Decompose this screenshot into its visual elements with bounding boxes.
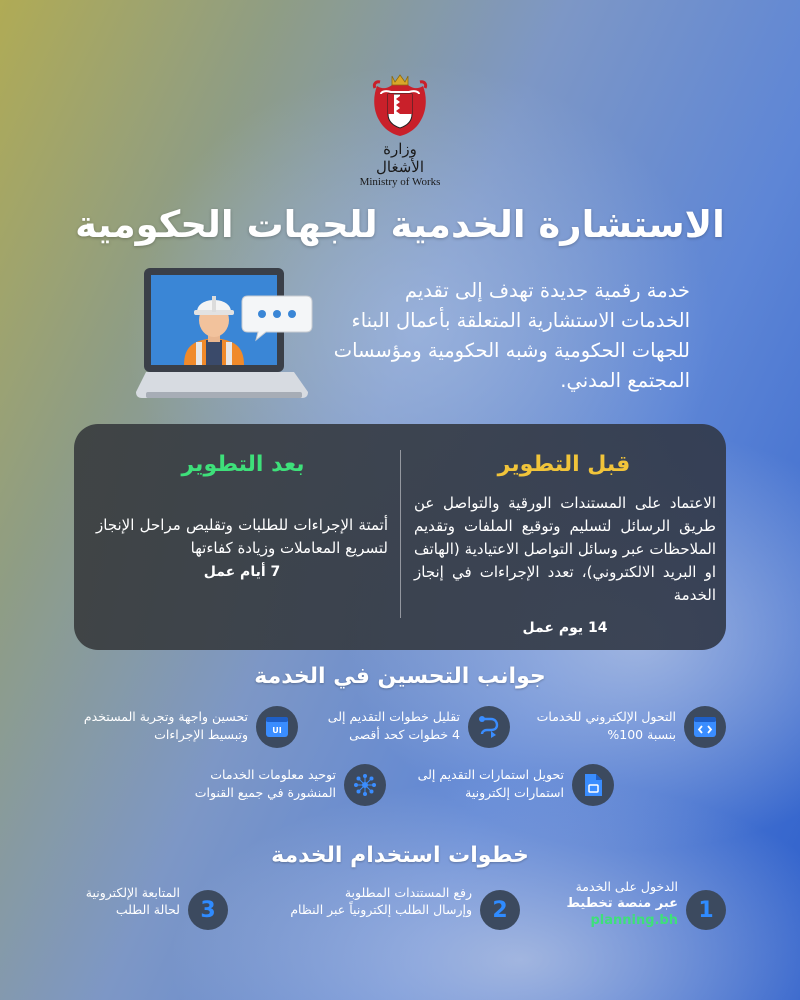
step-number: 2	[480, 890, 520, 930]
step-item	[74, 878, 228, 938]
improvement-item	[180, 764, 386, 810]
before-title: قبل التطوير	[497, 452, 631, 477]
step-line2: وإرسال الطلب إلكترونياً عبر النظام	[290, 902, 472, 917]
process-flow-icon	[468, 706, 510, 748]
improvement-line2: 4 خطوات كحد أقصى	[349, 727, 460, 742]
code-window-icon	[684, 706, 726, 748]
after-description: أتمتة الإجراءات للطلبات وتقليص مراحل الإنجاز لتسريع المعاملات وزيادة كفاءتها	[96, 516, 388, 557]
document-icon	[572, 764, 614, 806]
steps-title: خطوات استخدام الخدمة	[271, 843, 529, 868]
ministry-name-english: Ministry of Works	[359, 176, 441, 188]
after-duration: 7 أيام عمل	[203, 564, 281, 580]
step-number: 1	[686, 890, 726, 930]
ui-icon-label: UI	[272, 726, 282, 735]
improvement-line1: التحول الإلكتروني للخدمات	[536, 709, 676, 724]
ui-window-icon	[256, 706, 298, 748]
improvement-line1: تقليل خطوات التقديم إلى	[327, 709, 460, 724]
page-title: الاستشارة الخدمية للجهات الحكومية	[75, 203, 725, 246]
step-line1: رفع المستندات المطلوبة	[344, 885, 472, 900]
comparison-divider	[400, 450, 401, 618]
improvement-item	[414, 764, 614, 810]
step-line2: لحالة الطلب	[115, 902, 180, 917]
before-duration: 14 يوم عمل	[522, 620, 608, 636]
improvement-item	[520, 706, 726, 752]
step-item	[566, 878, 726, 938]
after-title: بعد التطوير	[181, 452, 305, 477]
improvement-line2: وتبسيط الإجراءات	[154, 727, 248, 742]
step-item	[290, 878, 520, 938]
ministry-name-arabic: وزارة الأشغال	[376, 140, 424, 176]
laptop-engineer-icon	[136, 266, 314, 402]
bahrain-coat-of-arms-icon	[371, 72, 429, 138]
step-number: 3	[188, 890, 228, 930]
improvement-line2: استمارات إلكترونية	[465, 785, 564, 800]
improvement-line1: توحيد معلومات الخدمات	[210, 767, 336, 782]
planning-link[interactable]: planning.bh	[590, 913, 678, 928]
improvement-line2: بنسبة 100%	[607, 727, 676, 742]
improvement-line1: تحسين واجهة وتجربة المستخدم	[83, 709, 248, 724]
network-icon	[344, 764, 386, 806]
improvements-title: جوانب التحسين في الخدمة	[254, 664, 546, 689]
before-description: الاعتماد على المستندات الورقية والتواصل عن طريق الرسائل لتسليم وتوقيع الملفات وتقديم الملاحظات عبر وسائل التواصل الاعتيادية (الهاتف او البريد الالكتروني)، تعدد الإجراءات في إنجاز الخدمة	[414, 494, 716, 604]
step-line1: الدخول على الخدمة	[575, 879, 678, 894]
step-line2: عبر منصة تخطيط	[566, 896, 678, 911]
improvement-item	[74, 706, 298, 752]
improvement-line1: تحويل استمارات التقديم إلى	[417, 767, 564, 782]
improvement-line2: المنشورة في جميع القنوات	[194, 785, 336, 800]
ministry-logo	[359, 72, 441, 192]
step-line1: المتابعة الإلكترونية	[85, 885, 180, 900]
comparison-card	[74, 424, 726, 650]
intro-text: خدمة رقمية جديدة تهدف إلى تقديم الخدمات الاستشارية المتعلقة بأعمال البناء للجهات الحكومية وشبه الحكومية ومؤسسات المجتمع المدني.	[333, 279, 690, 392]
improvement-item	[310, 706, 510, 752]
laptop-illustration	[136, 266, 314, 402]
